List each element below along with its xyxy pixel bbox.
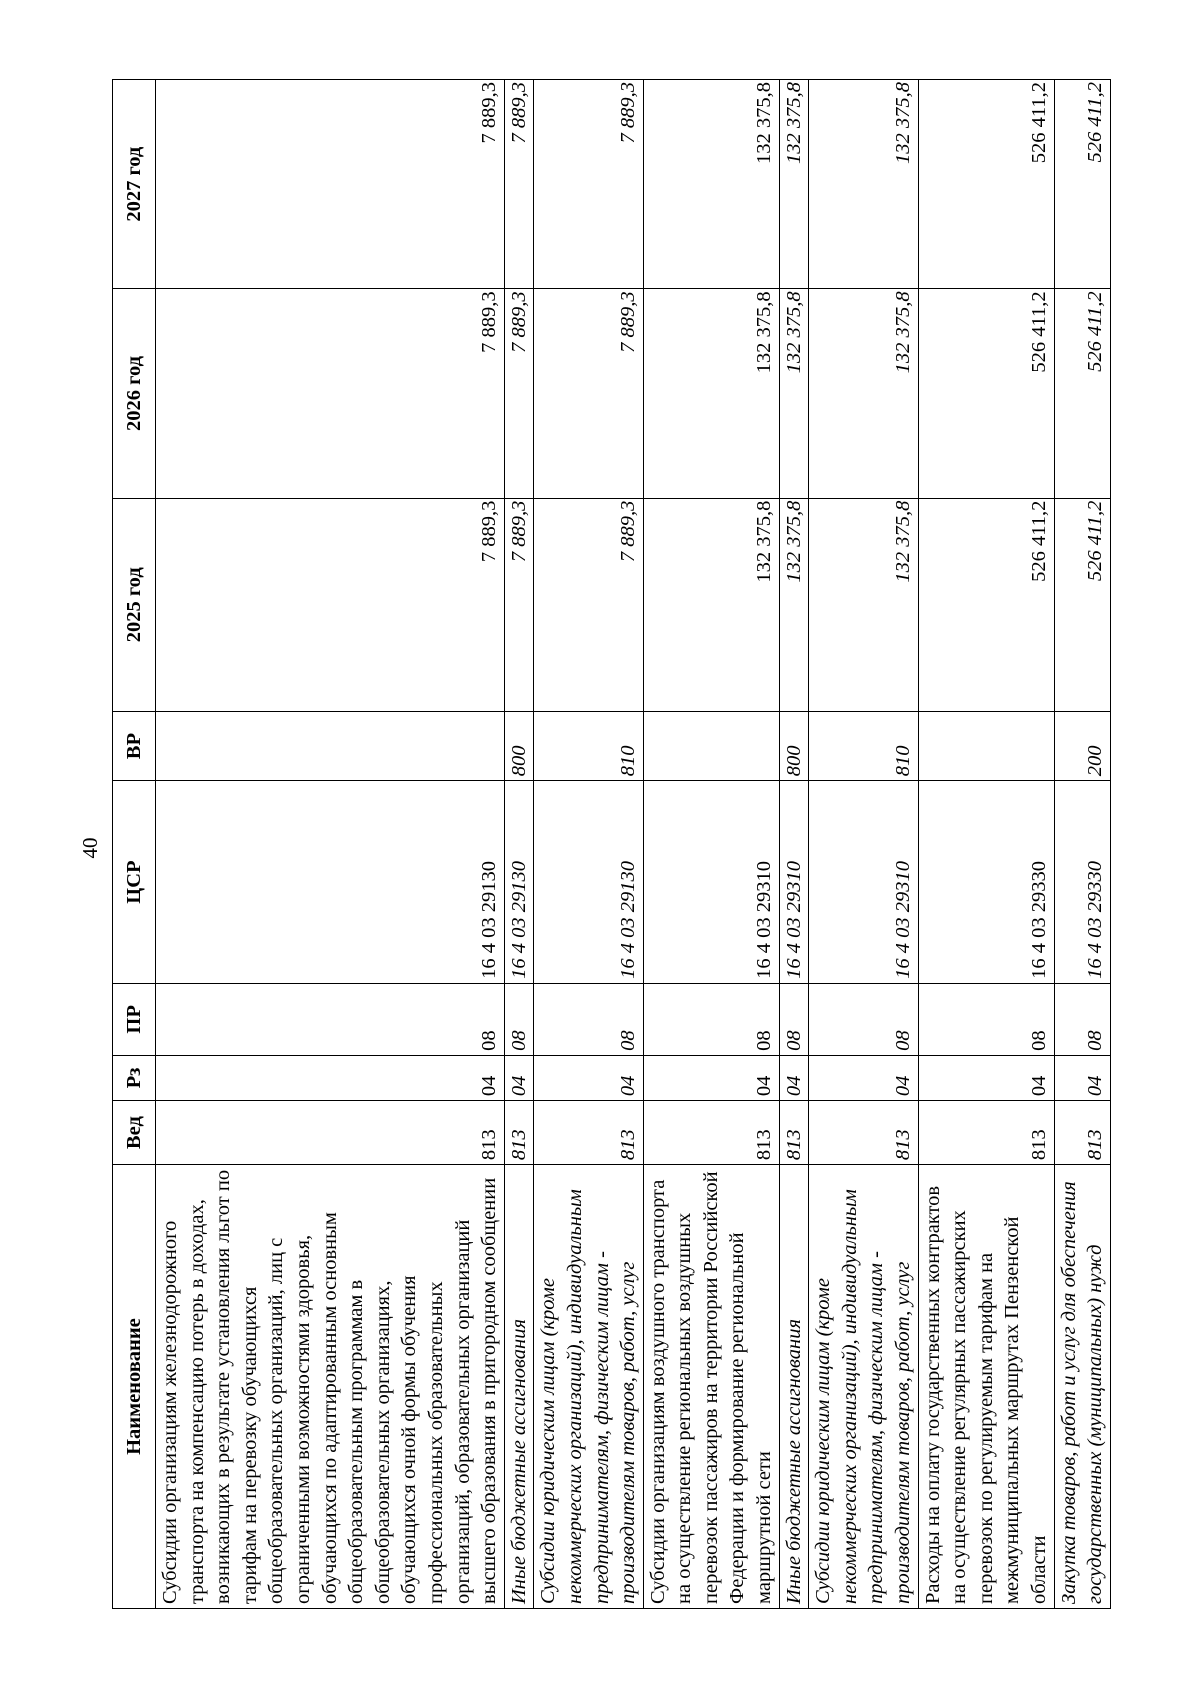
cell-vr — [156, 711, 505, 780]
cell-rz: 04 — [918, 1055, 1054, 1100]
header-2026: 2026 год — [113, 289, 156, 498]
cell-2027: 132 375,8 — [643, 80, 779, 289]
cell-csr: 16 4 03 29310 — [643, 781, 779, 984]
cell-2025: 526 411,2 — [1054, 498, 1110, 711]
cell-vr: 800 — [779, 711, 809, 780]
cell-pr: 08 — [504, 983, 534, 1055]
cell-name: Иные бюджетные ассигнования — [504, 1165, 534, 1609]
cell-ved: 813 — [643, 1101, 779, 1165]
cell-csr: 16 4 03 29310 — [809, 781, 918, 984]
cell-2026: 132 375,8 — [809, 289, 918, 498]
cell-pr: 08 — [534, 983, 643, 1055]
cell-2027: 7 889,3 — [156, 80, 505, 289]
cell-2026: 526 411,2 — [918, 289, 1054, 498]
cell-pr: 08 — [1054, 983, 1110, 1055]
cell-vr: 810 — [534, 711, 643, 780]
cell-2025: 132 375,8 — [643, 498, 779, 711]
cell-rz: 04 — [779, 1055, 809, 1100]
cell-pr: 08 — [809, 983, 918, 1055]
cell-2025: 7 889,3 — [534, 498, 643, 711]
cell-ved: 813 — [779, 1101, 809, 1165]
cell-vr — [643, 711, 779, 780]
header-rz: Рз — [113, 1055, 156, 1100]
cell-2027: 132 375,8 — [779, 80, 809, 289]
header-pr: ПР — [113, 983, 156, 1055]
cell-ved: 813 — [156, 1101, 505, 1165]
cell-name: Субсидии организациям воздушного транспорта на осуществление региональных воздушных перевозок пассажиров на территории Российской Федерации и формирование региональной маршрутной сети — [643, 1165, 779, 1609]
cell-2026: 7 889,3 — [534, 289, 643, 498]
cell-ved: 813 — [809, 1101, 918, 1165]
table-body — [156, 80, 1111, 1609]
cell-rz: 04 — [156, 1055, 505, 1100]
cell-csr: 16 4 03 29330 — [918, 781, 1054, 984]
cell-2026: 7 889,3 — [504, 289, 534, 498]
cell-vr: 800 — [504, 711, 534, 780]
cell-csr: 16 4 03 29130 — [504, 781, 534, 984]
cell-2025: 132 375,8 — [779, 498, 809, 711]
table-row — [779, 80, 809, 1609]
header-2025: 2025 год — [113, 498, 156, 711]
cell-csr: 16 4 03 29130 — [156, 781, 505, 984]
cell-2027: 132 375,8 — [809, 80, 918, 289]
table-row — [156, 80, 505, 1609]
cell-vr — [918, 711, 1054, 780]
header-ved: Вед — [113, 1101, 156, 1165]
cell-2027: 526 411,2 — [918, 80, 1054, 289]
cell-ved: 813 — [1054, 1101, 1110, 1165]
cell-name: Субсидии организациям железнодорожного транспорта на компенсацию потерь в доходах, возникающих в результате установления льгот по тарифам на перевозку обучающихся общеобразовательных организаций, лиц с ограниченными возможностями здоровья, обучающихся по адаптированным основным общеобразовательным программам в общеобразовательных организациях, обучающихся очной формы обучения профессиональных образовательных организаций, образовательных организаций высшего образования в пригородном сообщении — [156, 1165, 505, 1609]
cell-2027: 526 411,2 — [1054, 80, 1110, 289]
table-row — [809, 80, 918, 1609]
header-2027: 2027 год — [113, 80, 156, 289]
cell-2026: 526 411,2 — [1054, 289, 1110, 498]
cell-pr: 08 — [156, 983, 505, 1055]
header-csr: ЦСР — [113, 781, 156, 984]
cell-rz: 04 — [1054, 1055, 1110, 1100]
cell-2025: 526 411,2 — [918, 498, 1054, 711]
cell-vr: 810 — [809, 711, 918, 780]
table-row — [1054, 80, 1110, 1609]
header-name: Наименование — [113, 1165, 156, 1609]
cell-name: Субсидии юридическим лицам (кроме некоммерческих организаций), индивидуальным предпринимателям, физическим лицам - производителям товаров, работ, услуг — [809, 1165, 918, 1609]
table-row — [504, 80, 534, 1609]
table-row — [534, 80, 643, 1609]
cell-pr: 08 — [643, 983, 779, 1055]
cell-name: Расходы на оплату государственных контрактов на осуществление регулярных пассажирских перевозок по регулируемым тарифам на межмуниципальных маршрутах Пензенской области — [918, 1165, 1054, 1609]
cell-ved: 813 — [918, 1101, 1054, 1165]
cell-name: Иные бюджетные ассигнования — [779, 1165, 809, 1609]
cell-2025: 7 889,3 — [504, 498, 534, 711]
cell-vr: 200 — [1054, 711, 1110, 780]
cell-2026: 7 889,3 — [156, 289, 505, 498]
cell-name: Закупка товаров, работ и услуг для обеспечения государственных (муниципальных) нужд — [1054, 1165, 1110, 1609]
cell-name: Субсидии юридическим лицам (кроме некоммерческих организаций), индивидуальным предпринимателям, физическим лицам - производителям товаров, работ, услуг — [534, 1165, 643, 1609]
header-vr: ВР — [113, 711, 156, 780]
cell-csr: 16 4 03 29330 — [1054, 781, 1110, 984]
budget-table — [112, 79, 1111, 1609]
cell-csr: 16 4 03 29130 — [534, 781, 643, 984]
cell-2027: 7 889,3 — [534, 80, 643, 289]
cell-csr: 16 4 03 29310 — [779, 781, 809, 984]
page-number: 40 — [78, 837, 102, 859]
cell-2025: 7 889,3 — [156, 498, 505, 711]
cell-2025: 132 375,8 — [809, 498, 918, 711]
cell-2026: 132 375,8 — [779, 289, 809, 498]
cell-pr: 08 — [779, 983, 809, 1055]
cell-2027: 7 889,3 — [504, 80, 534, 289]
header-row — [113, 80, 156, 1609]
cell-rz: 04 — [809, 1055, 918, 1100]
cell-ved: 813 — [504, 1101, 534, 1165]
table-row — [643, 80, 779, 1609]
table-row — [918, 80, 1054, 1609]
cell-rz: 04 — [643, 1055, 779, 1100]
cell-ved: 813 — [534, 1101, 643, 1165]
rotated-table-wrapper — [112, 79, 1107, 1609]
cell-pr: 08 — [918, 983, 1054, 1055]
cell-rz: 04 — [504, 1055, 534, 1100]
cell-2026: 132 375,8 — [643, 289, 779, 498]
cell-rz: 04 — [534, 1055, 643, 1100]
